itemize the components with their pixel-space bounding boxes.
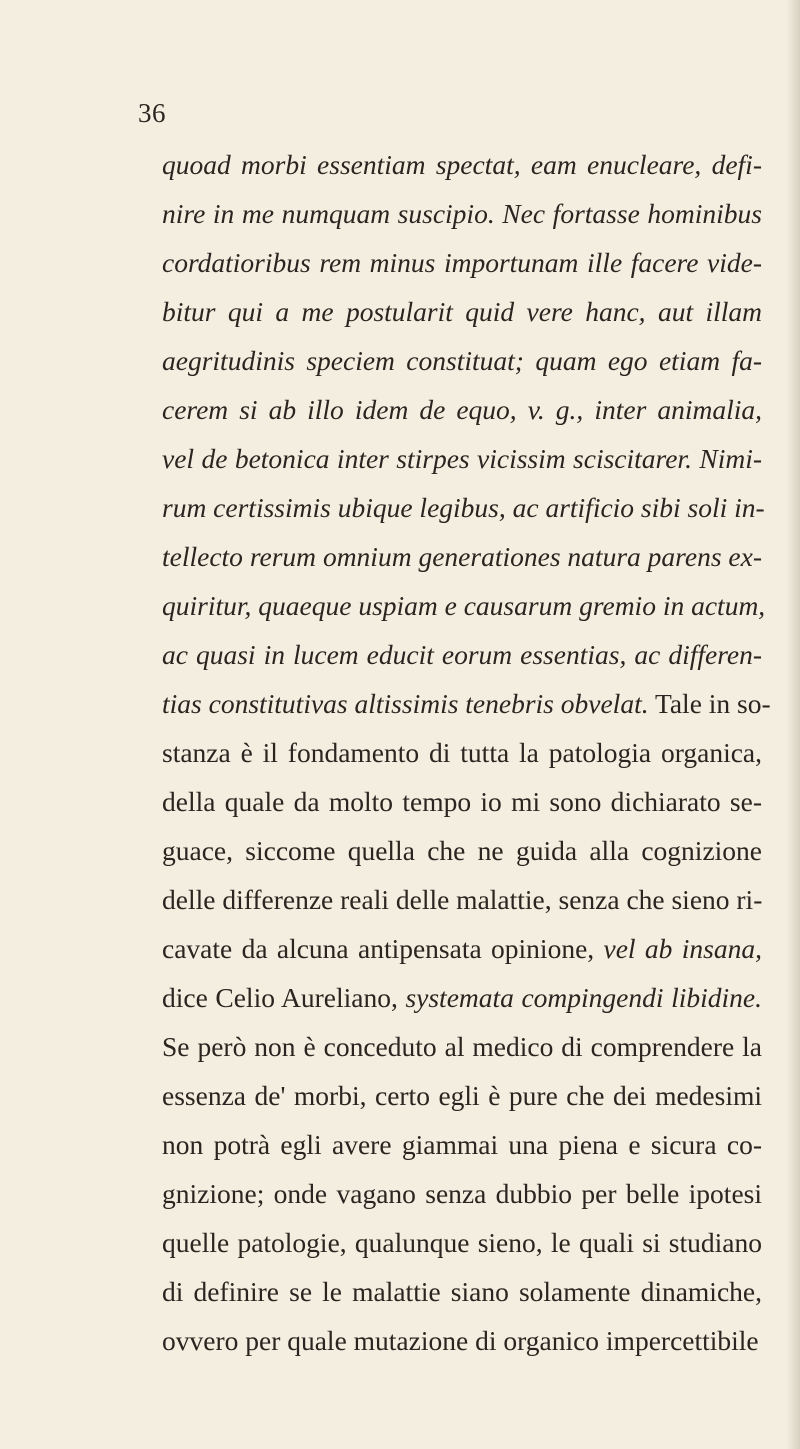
page-number: 36 xyxy=(138,98,166,128)
text-line: bitur qui a me postularit quid vere hanc, aut illam xyxy=(162,296,762,327)
page-edge-shadow xyxy=(786,0,800,1449)
text-line: Se però non è conceduto al medico di comprendere la xyxy=(162,1031,762,1062)
text-line: dice Celio Aureliano, systemata compingendi libidine. xyxy=(162,982,762,1013)
text-line: gnizione; onde vagano senza dubbio per belle ipotesi xyxy=(162,1178,762,1209)
text-line: cordatioribus rem minus importunam ille facere vide- xyxy=(162,247,762,278)
text-line: delle differenze reali delle malattie, senza che sieno ri- xyxy=(162,884,763,915)
text-line: tias constitutivas altissimis tenebris obvelat. Tale in so- xyxy=(162,688,771,719)
text-line: guace, siccome quella che ne guida alla cognizione xyxy=(162,835,762,866)
text-line: di definire se le malattie siano solamente dinamiche, xyxy=(162,1276,762,1307)
text-line: stanza è il fondamento di tutta la patologia organica, xyxy=(162,737,762,768)
body-text xyxy=(162,140,771,1365)
text-line: essenza de' morbi, certo egli è pure che dei medesimi xyxy=(162,1080,762,1111)
text-line: non potrà egli avere giammai una piena e sicura co- xyxy=(162,1129,762,1160)
text-line: ac quasi in lucem educit eorum essentias, ac differen- xyxy=(162,639,762,670)
text-line: aegritudinis speciem constituat; quam ego etiam fa- xyxy=(162,345,762,376)
text-line: quiritur, quaeque uspiam e causarum gremio in actum, xyxy=(162,590,766,621)
text-line: rum certissimis ubique legibus, ac artificio sibi soli in- xyxy=(162,492,765,523)
text-line: quoad morbi essentiam spectat, eam enucleare, defi- xyxy=(162,149,762,180)
text-line: quelle patologie, qualunque sieno, le quali si studiano xyxy=(162,1227,762,1258)
text-line: ovvero per quale mutazione di organico impercettibile xyxy=(162,1325,759,1356)
text-line: cavate da alcuna antipensata opinione, vel ab insana, xyxy=(162,933,762,964)
text-line: nire in me numquam suscipio. Nec fortasse hominibus xyxy=(162,198,762,229)
text-line: cerem si ab illo idem de equo, v. g., inter animalia, xyxy=(162,394,762,425)
text-line: della quale da molto tempo io mi sono dichiarato se- xyxy=(162,786,762,817)
text-line: vel de betonica inter stirpes vicissim sciscitarer. Nimi- xyxy=(162,443,762,474)
text-line: tellecto rerum omnium generationes natura parens ex- xyxy=(162,541,762,572)
